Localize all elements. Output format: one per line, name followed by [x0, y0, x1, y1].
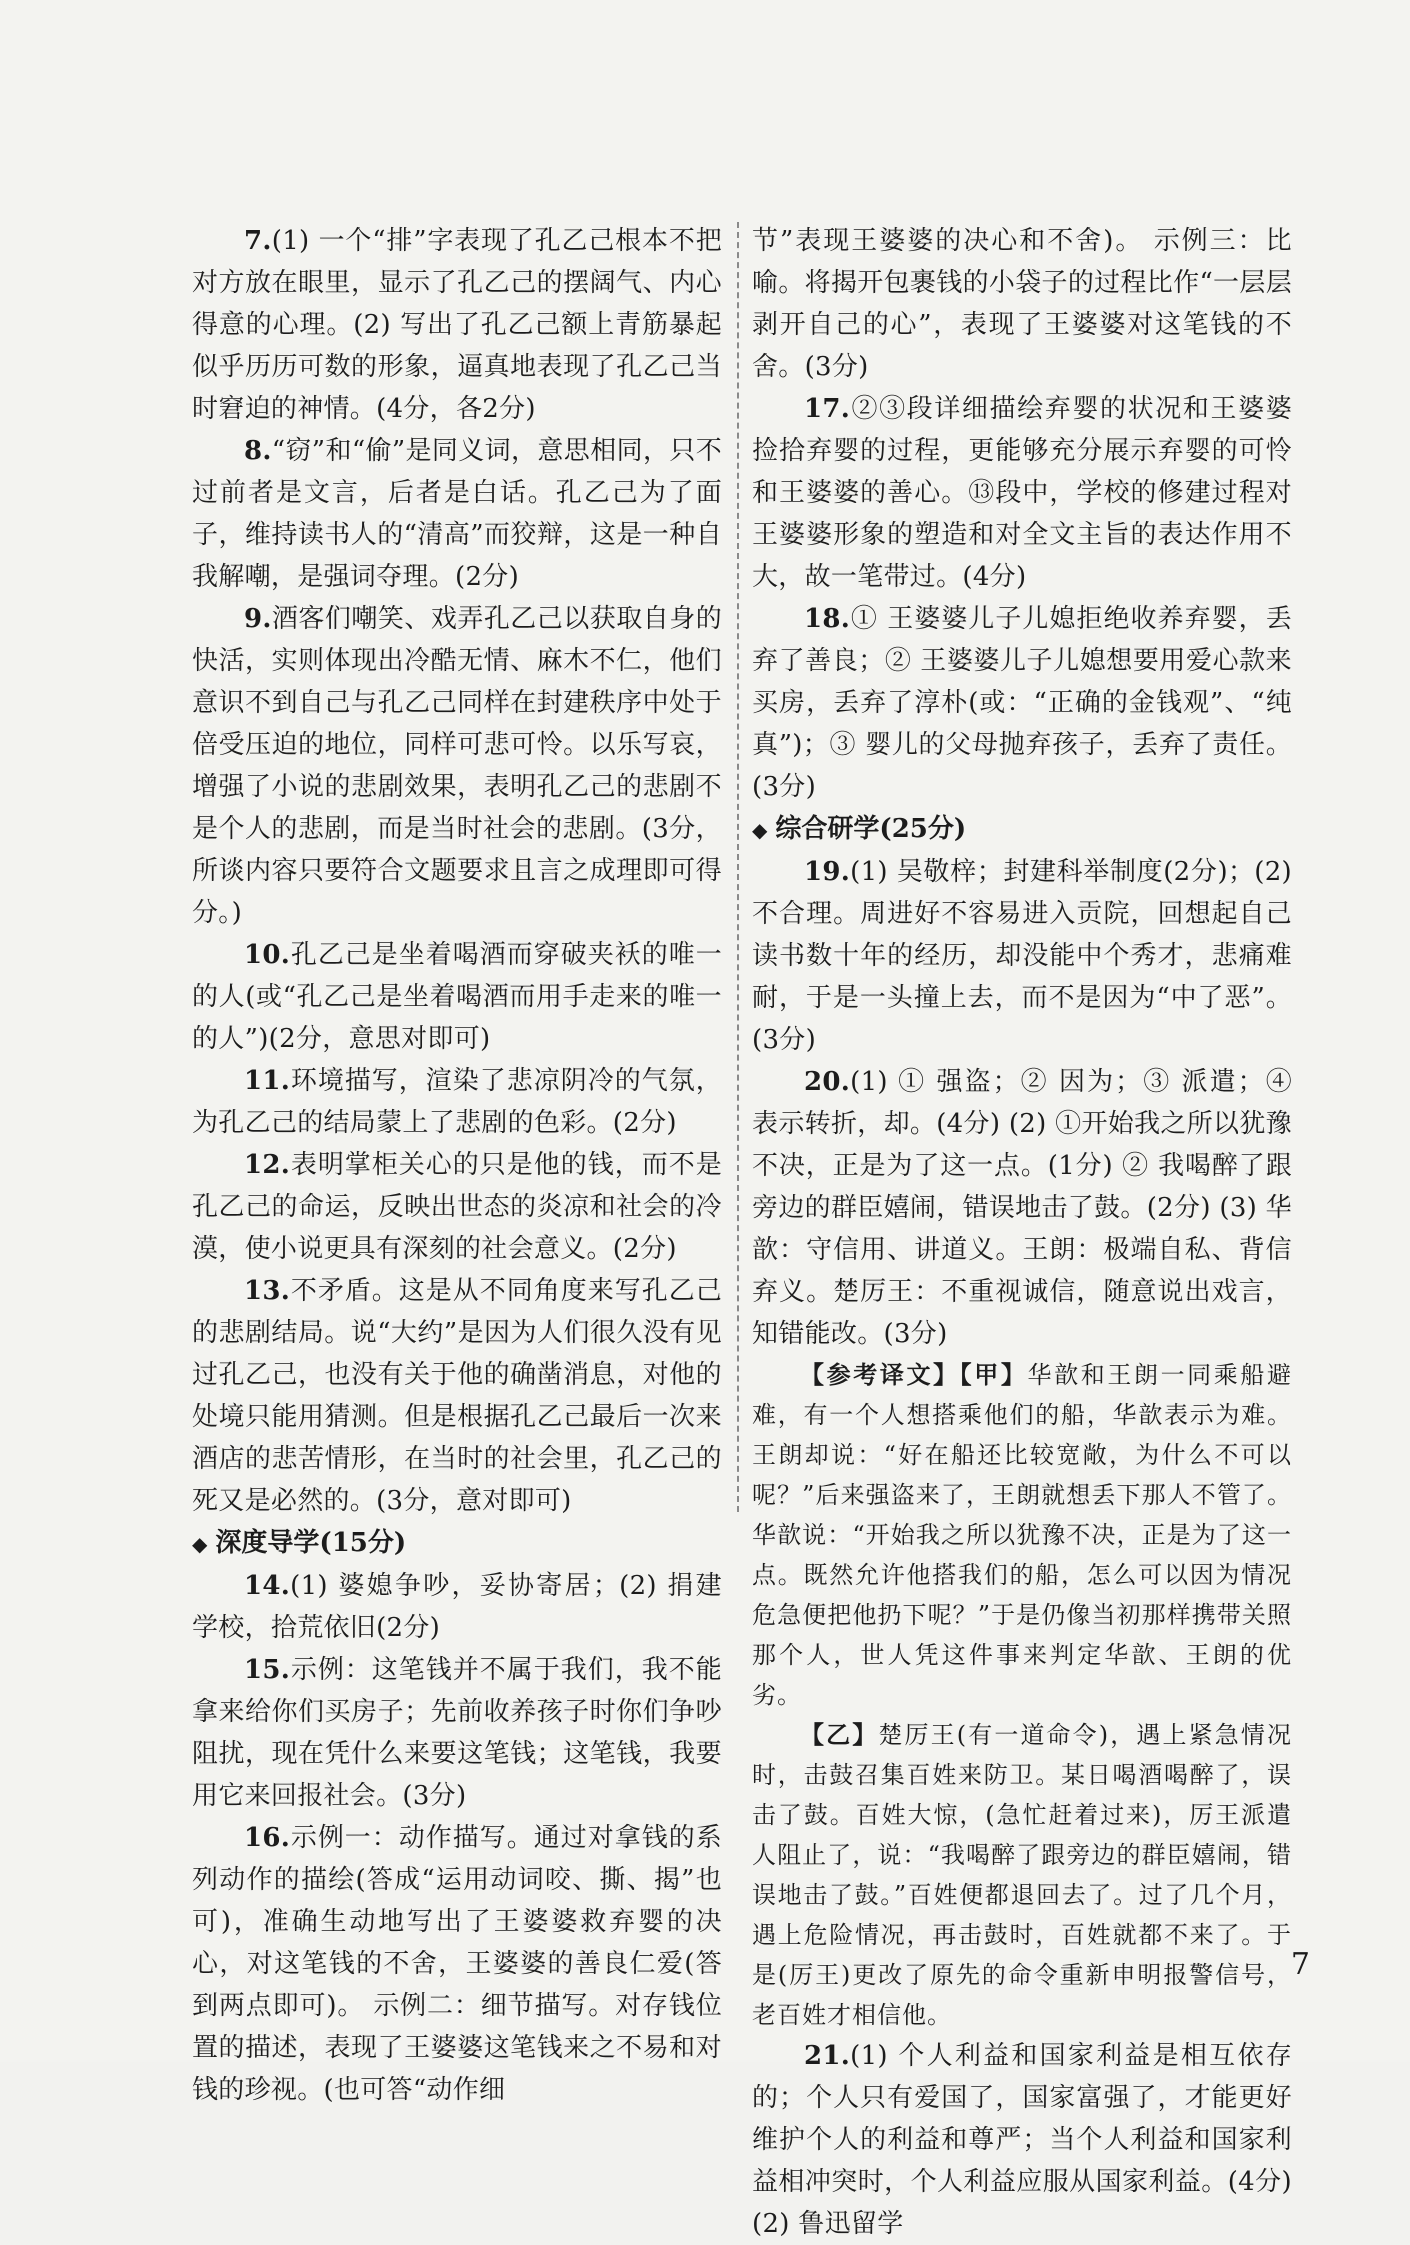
diamond-icon: ◆: [192, 1532, 208, 1556]
answer-item-19: 19.(1) 吴敬梓；封建科举制度(2分)；(2) 不合理。周进好不容易进入贡院，回想起自己读书数十年的经历，却没能中个秀才，悲痛难耐，于是一头撞上去，而不是因为“中了恶”。(3分): [752, 857, 1292, 1055]
reference-jia: 【参考译文】【甲】华歆和王朗一同乘船避难，有一个人想搭乘他们的船，华歆表示为难。王朗却说：“好在船还比较宽敞，为什么不可以呢？”后来强盗来了，王朗就想丢下那人不管了。华歆说：“开始我之所以犹豫不决，正是为了这一点。既然允许他搭我们的船，怎么可以因为情况危急便把他扔下呢？”于是仍像当初那样携带关照那个人，世人凭这件事来判定华歆、王朗的优劣。: [752, 1360, 1293, 1709]
answer-item-13: 13.不矛盾。这是从不同角度来写孔乙己的悲剧结局。说“大约”是因为人们很久没有见过孔乙己，也没有关于他的确凿消息，对他的处境只能用猜测。但是根据孔乙己最后一次来酒店的悲苦情形，在当时的社会里，孔乙己的死又是必然的。(3分，意对即可): [192, 1276, 722, 1516]
answer-item-12: 12.表明掌柜关心的只是他的钱，而不是孔乙己的命运，反映出世态的炎凉和社会的冷漠，使小说更具有深刻的社会意义。(2分): [192, 1150, 722, 1264]
answer-item-17: 17.②③段详细描绘弃婴的状况和王婆婆捡拾弃婴的过程，更能够充分展示弃婴的可怜和王婆婆的善心。⑬段中，学校的修建过程对王婆婆形象的塑造和对全文主旨的表达作用不大，故一笔带过。(4分): [752, 394, 1292, 592]
column-divider: [737, 222, 741, 1512]
answer-item-8: 8.“窃”和“偷”是同义词，意思相同，只不过前者是文言，后者是白话。孔乙己为了面子，维持读书人的“清高”而狡辩，这是一种自我解嘲，是强词夺理。(2分): [192, 436, 722, 592]
answer-item-21: 21.(1) 个人利益和国家利益是相互依存的；个人只有爱国了，国家富强了，才能更好维护个人的利益和尊严；当个人利益和国家利益相冲突时，个人利益应服从国家利益。(4分) (2) 鲁迅留学: [752, 2041, 1292, 2239]
left-column: [192, 220, 722, 2111]
reference-yi: 【乙】楚厉王(有一道命令)，遇上紧急情况时，击鼓召集百姓来防卫。某日喝酒喝醉了，误击了鼓。百姓大惊，(急忙赶着过来)，厉王派遣人阻止了，说：“我喝醉了跟旁边的群臣嬉闹，错误地击了鼓。”百姓便都退回去了。过了几个月，遇上危险情况，再击鼓时，百姓就都不来了。于是(厉王)更改了原先的命令重新申明报警信号，老百姓才相信他。: [752, 1720, 1292, 2029]
answer-item-20: 20.(1) ① 强盗；② 因为；③ 派遣；④ 表示转折，却。(4分) (2) ①开始我之所以犹豫不决，正是为了这一点。(1分) ② 我喝醉了跟旁边的群臣嬉闹，错误地击了鼓。(2分) (3) 华歆：守信用、讲道义。王朗：极端自私、背信弃义。楚厉王：不重视诚信，随意说出戏言，知错能改。(3分): [752, 1067, 1292, 1349]
answer-item-15: 15.示例：这笔钱并不属于我们，我不能拿来给你们买房子；先前收养孩子时你们争吵阻扰，现在凭什么来要这笔钱；这笔钱，我要用它来回报社会。(3分): [192, 1655, 722, 1811]
reference-translation: [752, 1355, 1292, 2035]
section-heading-deep-study: ◆ 深度导学(15分): [192, 1528, 407, 1558]
page-number: 7: [1290, 1947, 1310, 1982]
answer-item-9: 9.酒客们嘲笑、戏弄孔乙己以获取自身的快活，实则体现出冷酷无情、麻木不仁，他们意识不到自己与孔乙己同样在封建秩序中处于倍受压迫的地位，同样可悲可怜。以乐写哀，增强了小说的悲剧效果，表明孔乙己的悲剧不是个人的悲剧，而是当时社会的悲剧。(3分，所谈内容只要符合文题要求且言之成理即可得分。): [192, 604, 722, 928]
answer-item-16: 16.示例一：动作描写。通过对拿钱的系列动作的描绘(答成“运用动词咬、撕、揭”也可)，准确生动地写出了王婆婆救弃婴的决心，对这笔钱的不舍，王婆婆的善良仁爱(答到两点即可)。 示例二：细节描写。对存钱位置的描述，表现了王婆婆这笔钱来之不易和对钱的珍视。(也可答“动作细: [192, 1823, 722, 2105]
section-heading-research: ◆ 综合研学(25分): [752, 814, 967, 844]
answer-item-11: 11.环境描写，渲染了悲凉阴冷的气氛，为孔乙己的结局蒙上了悲剧的色彩。(2分): [192, 1066, 722, 1138]
answer-item-18: 18.① 王婆婆儿子儿媳拒绝收养弃婴，丢弃了善良；② 王婆婆儿子儿媳想要用爱心款来买房，丢弃了淳朴(或：“正确的金钱观”、“纯真”)；③ 婴儿的父母抛弃孩子，丢弃了责任。(3分): [752, 604, 1292, 802]
answer-item-14: 14.(1) 婆媳争吵，妥协寄居；(2) 捐建学校，拾荒依旧(2分): [192, 1571, 722, 1643]
diamond-icon: ◆: [752, 818, 768, 842]
answer-item-7: 7.(1) 一个“排”字表现了孔乙己根本不把对方放在眼里，显示了孔乙己的摆阔气、内心得意的心理。(2) 写出了孔乙己额上青筋暴起似乎历历可数的形象，逼真地表现了孔乙己当时窘迫的神情。(4分，各2分): [192, 226, 722, 424]
answer-item-16-continued: 节”表现王婆婆的决心和不舍)。 示例三：比喻。将揭开包裹钱的小袋子的过程比作“一层层剥开自己的心”，表现了王婆婆对这笔钱的不舍。(3分): [752, 226, 1292, 382]
answer-item-10: 10.孔乙己是坐着喝酒而穿破夹袄的唯一的人(或“孔乙己是坐着喝酒而用手走来的唯一的人”)(2分，意思对即可): [192, 940, 722, 1054]
right-column: [752, 220, 1292, 2245]
